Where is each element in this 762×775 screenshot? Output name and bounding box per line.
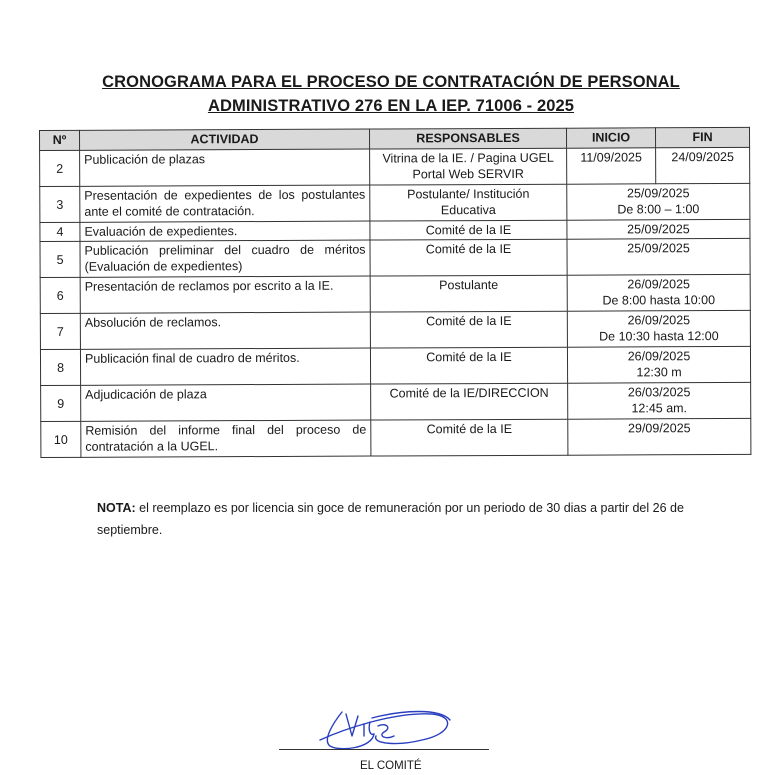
row-activity: Presentación de reclamos por escrito a la IE. [80, 276, 370, 313]
row-number: 10 [41, 421, 81, 457]
title-line-2: ADMINISTRATIVO 276 EN LA IEP. 71006 - 2025 [207, 97, 575, 115]
row-responsible: Comité de la IE [370, 239, 567, 276]
row-activity: Presentación de expedientes de los postulantes ante el comité de contratación. [80, 185, 370, 222]
row-responsible: Comité de la IE [370, 311, 567, 348]
table-row [41, 418, 751, 457]
table-row [40, 238, 750, 277]
row-number: 8 [40, 349, 80, 385]
row-number: 5 [40, 241, 80, 277]
row-end-date: 24/09/2025 [656, 147, 750, 183]
signature-line [279, 749, 489, 750]
row-number: 4 [40, 222, 80, 241]
row-activity: Absolución de reclamos. [80, 312, 370, 349]
row-number: 3 [40, 186, 80, 222]
schedule-table [39, 127, 751, 458]
row-activity: Publicación final de cuadro de méritos. [80, 348, 370, 385]
row-number: 2 [40, 150, 80, 186]
row-responsible: Comité de la IE [370, 347, 567, 384]
row-responsible: Postulante/ Institución Educativa [370, 184, 567, 221]
row-activity: Adjudicación de plaza [81, 384, 371, 421]
row-activity: Remisión del informe final del proceso de contratación a la UGEL. [81, 420, 371, 457]
row-number: 6 [40, 277, 80, 313]
row-date: 25/09/2025 [567, 219, 750, 239]
table-row [41, 382, 751, 421]
table-row [40, 147, 750, 186]
row-start-date: 11/09/2025 [567, 148, 656, 184]
signature-caption: EL COMITÉ [360, 760, 422, 772]
header-inicio: INICIO [566, 128, 655, 148]
table-row [40, 274, 750, 313]
row-responsible: Comité de la IE [370, 220, 567, 240]
row-responsible: Postulante [370, 275, 567, 312]
row-date: 26/09/2025 12:30 m [567, 346, 750, 383]
row-responsible: Vitrina de la IE. / Pagina UGEL Portal Web SERVIR [370, 148, 567, 185]
header-fin: FIN [655, 127, 749, 147]
table-row [40, 346, 750, 385]
row-number: 7 [40, 313, 80, 349]
row-date: 25/09/2025 De 8:00 – 1:00 [567, 183, 750, 220]
row-date: 26/09/2025 De 10:30 hasta 12:00 [567, 310, 750, 347]
row-date: 29/09/2025 [568, 418, 751, 455]
row-activity: Publicación de plazas [80, 149, 370, 186]
row-date: 26/09/2025 De 8:00 hasta 10:00 [567, 274, 750, 311]
header-actividad: ACTIVIDAD [80, 129, 370, 150]
note-text: el reemplazo es por licencia sin goce de remuneración por un periodo de 30 dias a partir del 26 de septiembre. [97, 501, 684, 537]
note-label: NOTA: [97, 501, 136, 515]
note-paragraph [97, 497, 697, 541]
row-number: 9 [41, 385, 81, 421]
row-activity: Publicación preliminar del cuadro de méritos (Evaluación de expedientes) [80, 240, 370, 277]
row-responsible: Comité de la IE [371, 419, 568, 456]
signature-strokes [320, 712, 450, 749]
row-date: 25/09/2025 [567, 238, 750, 275]
row-date: 26/03/2025 12:45 am. [568, 382, 751, 419]
title-line-1: CRONOGRAMA PARA EL PROCESO DE CONTRATACIÓN DE PERSONAL [102, 73, 680, 91]
header-num: Nº [40, 130, 80, 150]
table-row [40, 183, 750, 222]
header-responsables: RESPONSABLES [369, 128, 566, 149]
row-activity: Evaluación de expedientes. [80, 221, 370, 241]
row-responsible: Comité de la IE/DIRECCION [371, 383, 568, 420]
table-row [40, 310, 750, 349]
